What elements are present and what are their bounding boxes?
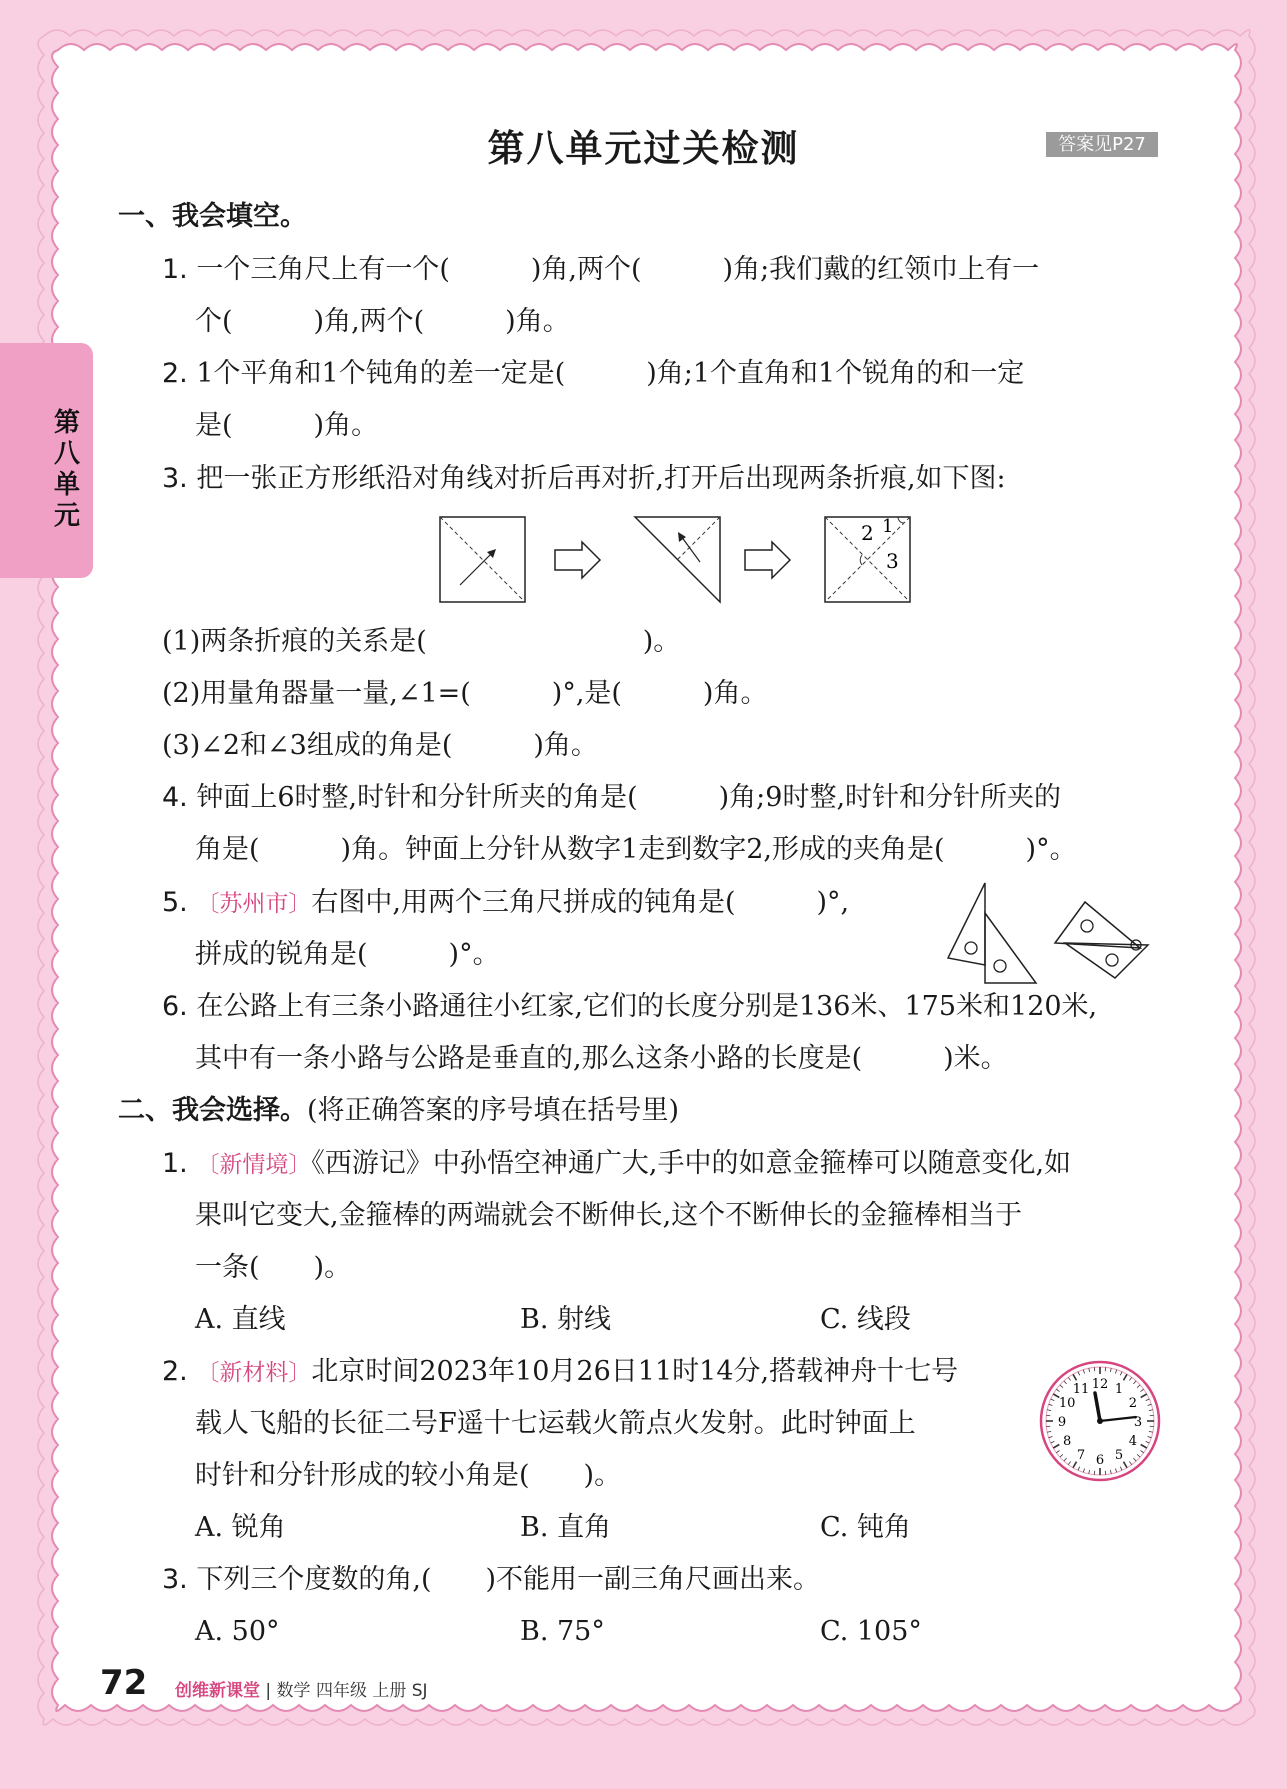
opened-square-diagram (825, 516, 910, 602)
q2-line2: 是( )角。 (195, 410, 379, 441)
angle-label-1: 1 (882, 516, 894, 537)
q5-line1: 5. 〔苏州市〕右图中,用两个三角尺拼成的钝角是( )°, (162, 887, 850, 918)
q2-line1: 2. 1个平角和1个钝角的差一定是( )角;1个直角和1个锐角的和一定 (162, 358, 1025, 389)
q3-sub3: (3)∠2和∠3组成的角是( )角。 (162, 730, 598, 761)
q3-sub1: (1)两条折痕的关系是( )。 (162, 626, 681, 657)
q4-line2: 角是( )角。钟面上分针从数字1走到数字2,形成的夹角是( )°。 (195, 834, 1077, 865)
c1-line3: 一条( )。 (195, 1252, 352, 1283)
c1-line1: 1. 〔新情境〕《西游记》中孙悟空神通广大,手中的如意金箍棒可以随意变化,如 (162, 1148, 1072, 1179)
angle-label-3: 3 (886, 549, 899, 573)
angle-label-2: 2 (861, 521, 874, 545)
c2-line3: 时针和分针形成的较小角是( )。 (195, 1460, 622, 1491)
clock-number: 7 (1076, 1447, 1086, 1463)
c1-option-b: B. 射线 (520, 1304, 612, 1335)
c2-option-a: A. 锐角 (195, 1512, 286, 1543)
unit-side-tab-label: 第八单元 (54, 408, 81, 531)
footer-brand: 创维新课堂 (175, 1681, 260, 1701)
c2-line1: 2. 〔新材料〕北京时间2023年10月26日11时14分,搭载神舟十七号 (162, 1356, 959, 1387)
q6-line1: 6. 在公路上有三条小路通往小红家,它们的长度分别是136米、175米和120米, (162, 991, 1098, 1022)
unfolded-square-diagram (440, 517, 525, 602)
section2-heading: 二、我会选择。(将正确答案的序号填在括号里) (118, 1095, 680, 1126)
q6-line2: 其中有一条小路与公路是垂直的,那么这条小路的长度是( )米。 (195, 1043, 1008, 1074)
answer-reference-badge: 答案见P27 (1046, 132, 1158, 157)
arrow-right-icon (745, 542, 790, 578)
c3-option-c: C. 105° (820, 1616, 922, 1647)
clock-face-figure (1037, 1358, 1163, 1484)
q1-line1: 1. 一个三角尺上有一个( )角,两个( )角;我们戴的红领巾上有一 (162, 254, 1040, 285)
unit-side-tab (0, 343, 93, 578)
q5-region-tag: 〔苏州市〕 (196, 891, 312, 917)
acute-set-square-diagram (1055, 902, 1148, 978)
page-title: 第八单元过关检测 (487, 127, 800, 170)
c1-line2: 果叫它变大,金箍棒的两端就会不断伸长,这个不断伸长的金箍棒相当于 (195, 1200, 1023, 1231)
clock-number: 2 (1128, 1396, 1138, 1411)
c3-option-a: A. 50° (195, 1616, 280, 1647)
page-number: 72 (100, 1663, 148, 1703)
q3-line1: 3. 把一张正方形纸沿对角线对折后再对折,打开后出现两条折痕,如下图: (162, 463, 1006, 494)
section2-note: (将正确答案的序号填在括号里) (307, 1095, 680, 1126)
clock-number: 5 (1114, 1447, 1124, 1463)
section1-heading: 一、我会填空。 (118, 201, 307, 232)
c2-option-c: C. 钝角 (820, 1512, 911, 1543)
clock-number: 9 (1057, 1415, 1067, 1430)
c2-material-tag: 〔新材料〕 (196, 1360, 312, 1386)
c3-line1: 3. 下列三个度数的角,( )不能用一副三角尺画出来。 (162, 1564, 821, 1595)
c2-line2: 载人飞船的长征二号F遥十七运载火箭点火发射。此时钟面上 (195, 1408, 916, 1439)
clock-number: 6 (1095, 1453, 1105, 1468)
clock-number: 1 (1114, 1382, 1124, 1398)
q4-line1: 4. 钟面上6时整,时针和分针所夹的角是( )角;9时整,时针和分针所夹的 (162, 782, 1062, 813)
c3-option-b: B. 75° (520, 1616, 605, 1647)
clock-number: 10 (1058, 1396, 1076, 1411)
q1-line2: 个( )角,两个( )角。 (195, 306, 570, 337)
c2-option-b: B. 直角 (520, 1512, 612, 1543)
footer-info: 创维新课堂 | 数学 四年级 上册 SJ (175, 1681, 428, 1701)
clock-number: 11 (1072, 1382, 1090, 1398)
clock-center (1097, 1418, 1103, 1424)
clock-number: 3 (1133, 1415, 1143, 1430)
fold-figure (430, 510, 920, 610)
clock-number: 4 (1128, 1434, 1138, 1449)
folded-triangle-diagram (635, 517, 720, 602)
clock-number: 8 (1062, 1434, 1072, 1449)
obtuse-set-square-diagram (948, 883, 1036, 983)
arrow-right-icon (555, 542, 600, 578)
set-squares-figure (940, 880, 1160, 985)
q3-sub2: (2)用量角器量一量,∠1=( )°,是( )角。 (162, 678, 768, 709)
c1-context-tag: 〔新情境〕 (196, 1152, 312, 1178)
c1-option-c: C. 线段 (820, 1304, 911, 1335)
q5-line2: 拼成的锐角是( )°。 (195, 939, 500, 970)
clock-number: 12 (1091, 1377, 1109, 1392)
c1-option-a: A. 直线 (195, 1304, 286, 1335)
